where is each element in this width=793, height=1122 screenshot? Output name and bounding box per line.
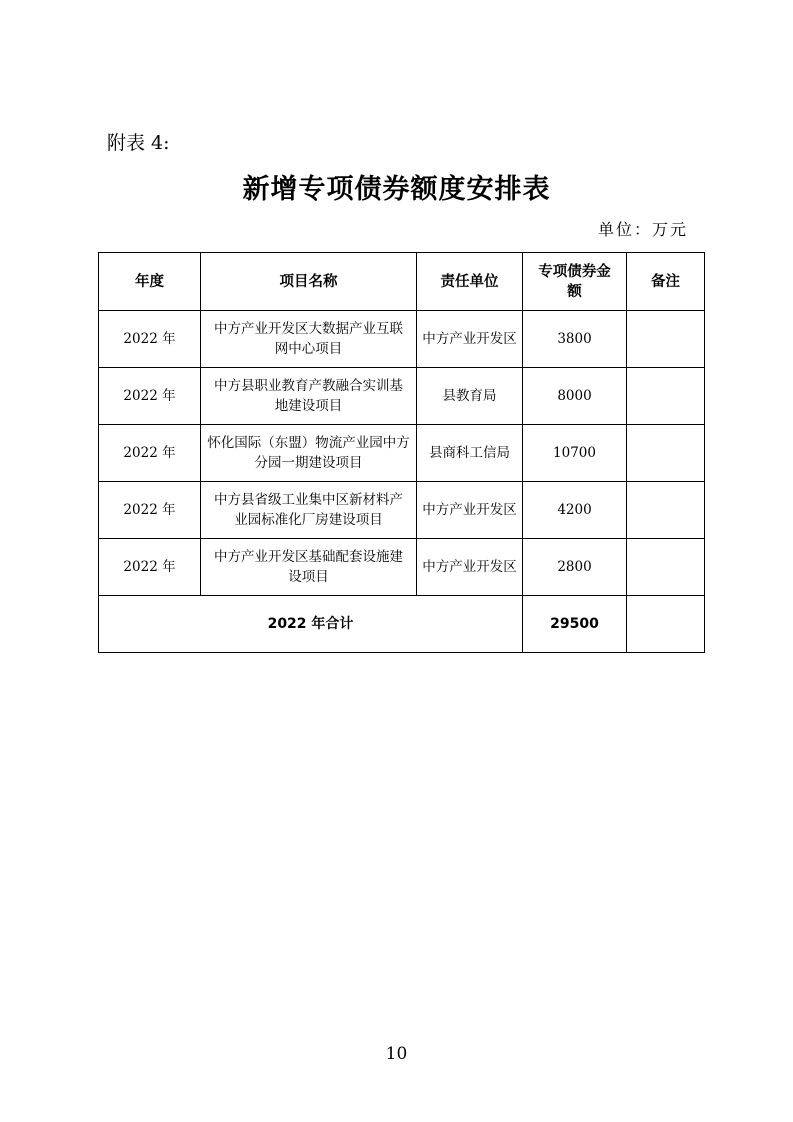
cell-year: 2022 年 — [99, 482, 201, 539]
header-project-name: 项目名称 — [201, 253, 417, 311]
header-remarks: 备注 — [627, 253, 705, 311]
header-year: 年度 — [99, 253, 201, 311]
total-bond-amount: 29500 — [523, 596, 627, 653]
cell-project-name: 中方县职业教育产教融合实训基地建设项目 — [201, 368, 417, 425]
cell-responsible-unit: 县教育局 — [417, 368, 523, 425]
table-row — [99, 311, 705, 368]
cell-year: 2022 年 — [99, 368, 201, 425]
cell-bond-amount: 4200 — [523, 482, 627, 539]
unit-label: 单位：万元 — [597, 220, 688, 239]
header-bond-amount: 专项债券金额 — [523, 253, 627, 311]
attachment-label: 附表 4: — [107, 132, 170, 154]
cell-bond-amount: 8000 — [523, 368, 627, 425]
cell-year: 2022 年 — [99, 539, 201, 596]
cell-year: 2022 年 — [99, 311, 201, 368]
cell-remarks — [627, 482, 705, 539]
bond-allocation-table — [98, 252, 705, 653]
cell-remarks — [627, 425, 705, 482]
cell-remarks — [627, 311, 705, 368]
table-body — [99, 311, 705, 653]
cell-remarks — [627, 539, 705, 596]
cell-remarks — [627, 368, 705, 425]
cell-bond-amount: 2800 — [523, 539, 627, 596]
page-number: 10 — [385, 1044, 408, 1064]
cell-project-name: 中方产业开发区大数据产业互联网中心项目 — [201, 311, 417, 368]
header-responsible-unit: 责任单位 — [417, 253, 523, 311]
table-row — [99, 482, 705, 539]
header-row — [99, 253, 705, 311]
cell-project-name: 中方县省级工业集中区新材料产业园标准化厂房建设项目 — [201, 482, 417, 539]
cell-responsible-unit: 县商科工信局 — [417, 425, 523, 482]
cell-bond-amount: 3800 — [523, 311, 627, 368]
total-remarks — [627, 596, 705, 653]
table-row — [99, 425, 705, 482]
total-label: 2022 年合计 — [99, 596, 523, 653]
cell-project-name: 中方产业开发区基础配套设施建设项目 — [201, 539, 417, 596]
table-header — [99, 253, 705, 311]
table-row — [99, 368, 705, 425]
cell-bond-amount: 10700 — [523, 425, 627, 482]
cell-project-name: 怀化国际（东盟）物流产业园中方分园一期建设项目 — [201, 425, 417, 482]
cell-year: 2022 年 — [99, 425, 201, 482]
cell-responsible-unit: 中方产业开发区 — [417, 311, 523, 368]
document-title: 新增专项债券额度安排表 — [242, 174, 551, 205]
total-row — [99, 596, 705, 653]
table-row — [99, 539, 705, 596]
cell-responsible-unit: 中方产业开发区 — [417, 482, 523, 539]
cell-responsible-unit: 中方产业开发区 — [417, 539, 523, 596]
